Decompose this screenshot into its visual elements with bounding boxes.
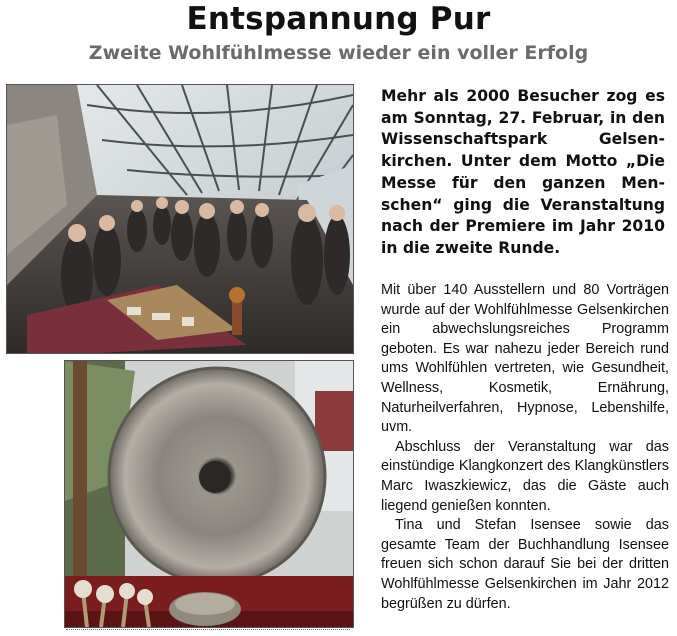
headline: Entspannung Pur <box>186 1 491 37</box>
subheadline: Zweite Wohlfühlmesse wieder ein voller Erfolg <box>88 42 589 64</box>
photo-gong <box>64 360 354 628</box>
body-paragraph: Abschluss der Veranstaltung war das einstündige Klangkonzert des Klangkünstlers Marc Iwaszkiewicz, das die Gäste auch liegend genießen konnten. <box>381 438 669 514</box>
photo-exhibition-hall <box>6 84 354 354</box>
body-paragraph: Mit über 140 Ausstellern und 80 Vorträgen wurde auf der Wohlfühlmesse Gelsenkirchen ein abwechslungsreiches Programm geboten. Es war nahezu jeder Bereich rund ums Wohlfühlen vertreten, wie Gesundheit, Wellness, Kosmetik, Ernährung, Naturheilverfahren, Hypnose, Lebenshilfe, uvm. <box>381 282 669 436</box>
body-paragraph: Tina und Stefan Isensee sowie das gesamte Team der Buchhandlung Isensee freuen sich schon darauf Sie bei der dritten Wohlfühlmesse Gelsenkirchen im Jahr 2012 begrüßen zu dürfen. <box>381 517 669 612</box>
article-body <box>381 281 669 614</box>
lead-paragraph: Mehr als 2000 Besucher zog es am Sonntag, 27. Februar, in den Wissenschaftspark Gelsenkirchen. Unter dem Motto „Die Messe für den ganzen Menschen“ ging die Veranstaltung nach der Premiere im Jahr 2010 in die zweite Runde. <box>381 87 665 257</box>
